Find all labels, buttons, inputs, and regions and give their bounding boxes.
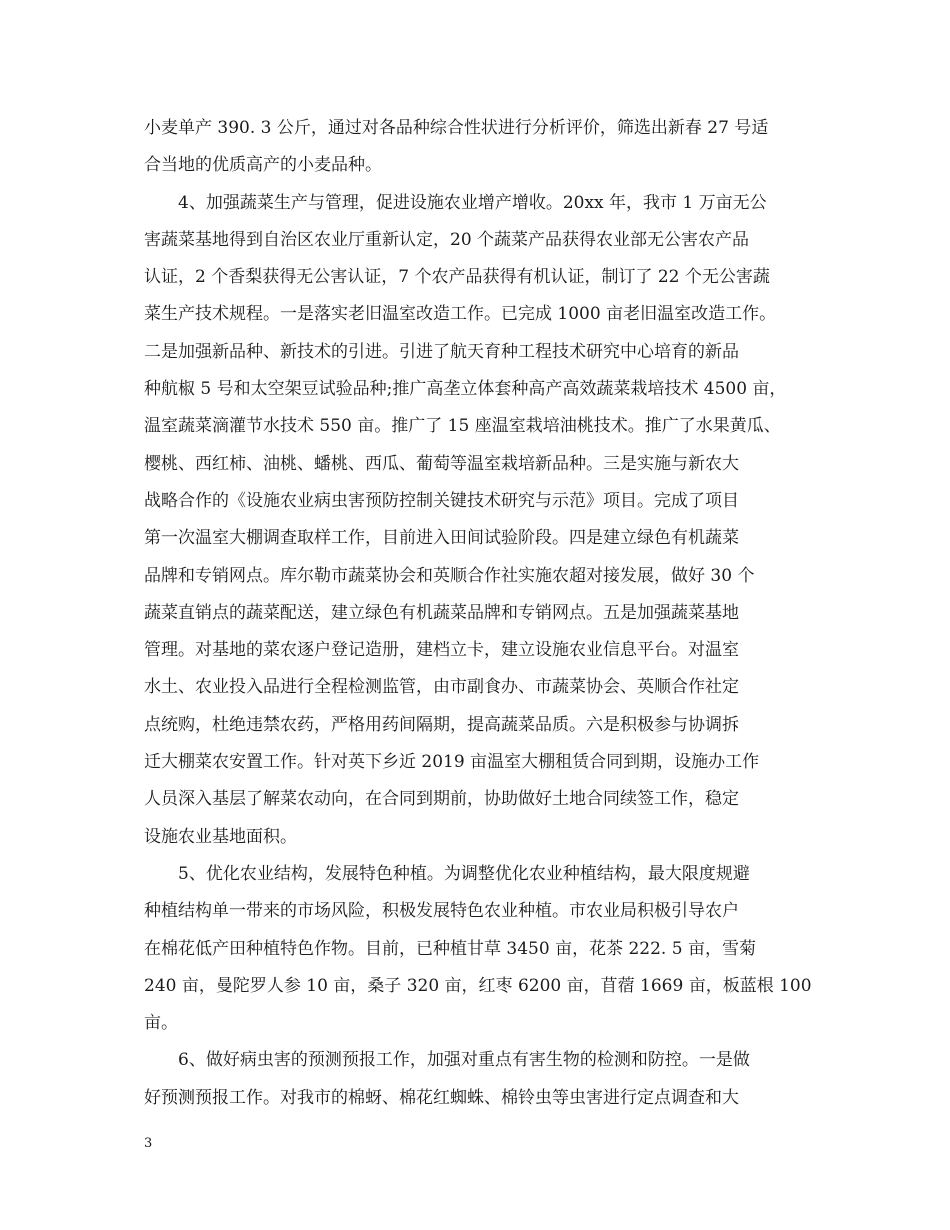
text-line: 合当地的优质高产的小麦品种。 (144, 155, 382, 176)
text-line: 在棉花低产田种植特色作物。目前，已种植甘草 3450 亩，花茶 222. 5 亩，雪菊 (144, 938, 756, 959)
text-line: 蔬菜直销点的蔬菜配送，建立绿色有机蔬菜品牌和专销网点。五是加强蔬菜基地 (144, 602, 739, 623)
page-number: 3 (144, 1136, 153, 1151)
text-line: 5、优化农业结构，发展特色种植。为调整优化农业种植结构，最大限度规避 (178, 863, 750, 884)
text-line: 第一次温室大棚调查取样工作，目前进入田间试验阶段。四是建立绿色有机蔬菜 (144, 528, 739, 549)
text-line: 樱桃、西红柿、油桃、蟠桃、西瓜、葡萄等温室栽培新品种。三是实施与新农大 (144, 453, 739, 474)
text-line: 种航椒 5 号和太空架豆试验品种;推广高垄立体套种高产高效蔬菜栽培技术 4500 亩， (144, 379, 787, 400)
text-line: 水土、农业投入品进行全程检测监管，由市副食办、市蔬菜协会、英顺合作社定 (144, 677, 739, 698)
text-line: 6、做好病虫害的预测预报工作，加强对重点有害生物的检测和防控。一是做 (178, 1050, 750, 1071)
paragraph (144, 185, 824, 856)
text-line: 设施农业基地面积。 (144, 826, 297, 847)
text-line: 菜生产技术规程。一是落实老旧温室改造工作。已完成 1000 亩老旧温室改造工作。 (144, 304, 777, 325)
text-line: 亩。 (144, 1013, 178, 1034)
text-line: 品牌和专销网点。库尔勒市蔬菜协会和英顺合作社实施农超对接发展，做好 30 个 (144, 565, 755, 586)
text-line: 认证，2 个香梨获得无公害认证，7 个农产品获得有机认证，制订了 22 个无公害蔬 (144, 267, 770, 288)
text-line: 管理。对基地的菜农逐户登记造册，建档立卡，建立设施农业信息平台。对温室 (144, 640, 739, 661)
text-line: 240 亩，曼陀罗人参 10 亩，桑子 320 亩，红枣 6200 亩，苜蓿 1669 亩，板蓝根 100 (144, 975, 812, 996)
text-line: 小麦单产 390. 3 公斤，通过对各品种综合性状进行分析评价，筛选出新春 27 号适 (144, 118, 769, 138)
document-body (144, 110, 824, 1117)
paragraph (144, 1042, 824, 1117)
text-line: 战略合作的《设施农业病虫害预防控制关键技术研究与示范》项目。完成了项目 (144, 490, 739, 511)
text-line: 迁大棚菜农安置工作。针对英下乡近 2019 亩温室大棚租赁合同到期，设施办工作 (144, 752, 760, 773)
text-line: 点统购，杜绝违禁农药，严格用药间隔期，提高蔬菜品质。六是积极参与协调拆 (144, 714, 739, 735)
text-line: 温室蔬菜滴灌节水技术 550 亩。推广了 15 座温室栽培油桃技术。推广了水果黄瓜、 (144, 416, 781, 437)
text-line: 二是加强新品种、新技术的引进。引进了航天育种工程技术研究中心培育的新品 (144, 341, 739, 362)
text-line: 4、加强蔬菜生产与管理，促进设施农业增产增收。20xx 年，我市 1 万亩无公 (178, 192, 767, 213)
text-line: 种植结构单一带来的市场风险，积极发展特色农业种植。市农业局积极引导农户 (144, 901, 739, 922)
paragraph (144, 856, 824, 1042)
text-line: 好预测预报工作。对我市的棉蚜、棉花红蜘蛛、棉铃虫等虫害进行定点调查和大 (144, 1087, 739, 1108)
text-line: 人员深入基层了解菜农动向，在合同到期前，协助做好土地合同续签工作，稳定 (144, 789, 739, 810)
text-line: 害蔬菜基地得到自治区农业厅重新认定，20 个蔬菜产品获得农业部无公害农产品 (144, 229, 750, 250)
paragraph (144, 110, 824, 185)
